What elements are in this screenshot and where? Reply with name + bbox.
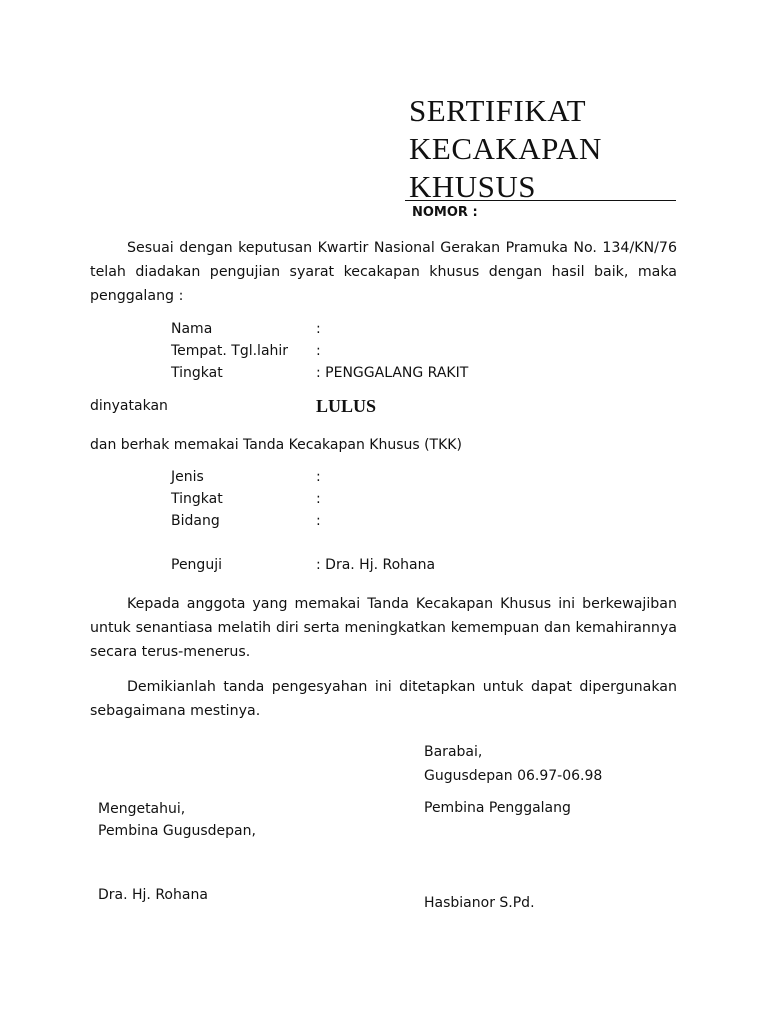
- field-value: : PENGGALANG RAKIT: [316, 365, 469, 381]
- right-signature-role: Pembina Penggalang: [424, 800, 571, 816]
- field-value: :: [316, 321, 321, 337]
- field-label: Bidang: [171, 513, 220, 529]
- title-line-1: SERTIFIKAT: [409, 93, 587, 128]
- result-text: LULUS: [316, 396, 377, 416]
- field-tingkat-participant: [171, 362, 571, 384]
- field-value: :: [316, 491, 321, 507]
- right-signature-name: Hasbianor S.Pd.: [424, 895, 535, 911]
- left-signature-name: Dra. Hj. Rohana: [98, 887, 208, 903]
- field-label: Penguji: [171, 557, 222, 573]
- declared-label: dinyatakan: [90, 398, 168, 414]
- obligation-paragraph: Kepada anggota yang memakai Tanda Kecakapan Khusus ini berkewajiban untuk senantiasa melatih diri serta meningkatkan kemempuan dan kemahirannya secara terus-menerus.: [90, 596, 677, 660]
- field-label: Tingkat: [171, 365, 223, 381]
- field-penguji: [171, 554, 571, 576]
- field-label: Tingkat: [171, 491, 223, 507]
- field-jenis: [171, 466, 571, 488]
- field-label: Jenis: [171, 469, 204, 485]
- field-bidang: [171, 510, 571, 532]
- field-value: :: [316, 513, 321, 529]
- field-value: : Dra. Hj. Rohana: [316, 557, 436, 573]
- intro-paragraph: Sesuai dengan keputusan Kwartir Nasional Gerakan Pramuka No. 134/KN/76 telah diadakan pengujian syarat kecakapan khusus dengan hasil baik, maka penggalang :: [90, 240, 677, 304]
- field-tempat-tgl-lahir: [171, 340, 571, 362]
- entitlement-text: dan berhak memakai Tanda Kecakapan Khusus (TKK): [90, 437, 462, 453]
- field-value: :: [316, 469, 321, 485]
- title-underline: [405, 200, 676, 201]
- place-text: Barabai,: [424, 744, 483, 760]
- left-signature-line-2: Pembina Gugusdepan,: [98, 823, 256, 839]
- nomor-label: NOMOR :: [412, 205, 478, 220]
- field-value: :: [316, 343, 321, 359]
- field-nama: [171, 318, 571, 340]
- certificate-title: [409, 92, 709, 206]
- closing-paragraph: Demikianlah tanda pengesyahan ini ditetapkan untuk dapat dipergunakan sebagaimana mestinya.: [90, 679, 677, 719]
- field-label: Nama: [171, 321, 213, 337]
- field-label: Tempat. Tgl.lahir: [171, 343, 289, 359]
- title-line-3: KHUSUS: [409, 169, 537, 204]
- left-signature-line-1: Mengetahui,: [98, 801, 186, 817]
- gugusdepan-text: Gugusdepan 06.97-06.98: [424, 768, 603, 784]
- field-tingkat-tkk: [171, 488, 571, 510]
- title-line-2: KECAKAPAN: [409, 131, 602, 166]
